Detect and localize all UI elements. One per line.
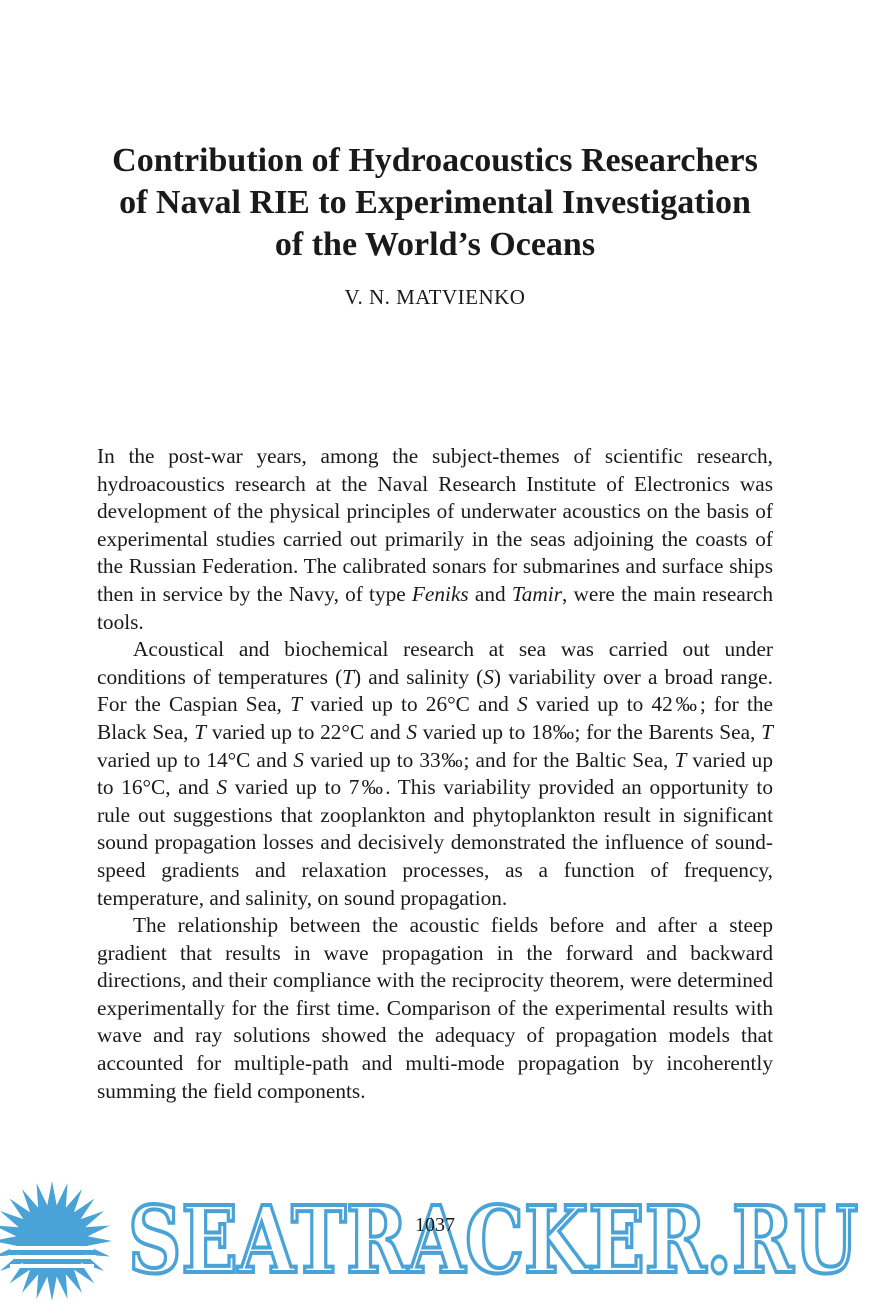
sonar-name-tamir: Tamir xyxy=(511,581,562,606)
symbol-t: T xyxy=(674,747,687,772)
p2-text-j: varied up to 16°C, and xyxy=(97,747,773,800)
symbol-s: S xyxy=(483,664,494,689)
page-number: 1037 xyxy=(415,1214,455,1236)
sun-wave-line xyxy=(10,1264,94,1268)
p2-text-c: ) variability over a broad range. For the Caspian Sea, xyxy=(97,664,773,717)
symbol-t: T xyxy=(761,719,773,744)
sun-logo-icon xyxy=(0,1178,130,1305)
symbol-s: S xyxy=(516,692,528,717)
p2-text-a: Acoustical and biochemical research at sea was carried out under conditions of temperatures ( xyxy=(97,637,773,689)
symbol-s: S xyxy=(293,747,304,772)
symbol-s: S xyxy=(216,775,228,800)
sun-wave-line xyxy=(8,1255,96,1259)
title-line-3: of the World’s Oceans xyxy=(274,226,596,263)
symbol-s: S xyxy=(406,719,418,744)
author-name: V. N. MATVIENKO xyxy=(344,285,526,309)
p2-text-k: varied up to 7‰. This variability provided an opportunity to rule out suggestions that zooplankton and phytoplankton result in significant sound propagation losses and decisively demonstrated the influence of sound-speed gradients and relaxation processes, as a function of frequency, temperature, and salinity, on sound propagation. xyxy=(97,775,774,910)
symbol-t: T xyxy=(290,692,302,717)
p2-text-f: varied up to 22°C and xyxy=(206,719,407,744)
symbol-t: T xyxy=(194,719,207,744)
p2-text-i: varied up to 33‰; and for the Baltic Sea, xyxy=(303,747,675,772)
symbol-t: T xyxy=(342,664,355,689)
sun-wave-line xyxy=(10,1246,94,1250)
article-title xyxy=(60,140,810,266)
p2-text-e: varied up to 42‰; for the Black Sea, xyxy=(97,692,773,744)
p2-text-h: varied up to 14°C and xyxy=(97,747,294,772)
p1-text-and: and xyxy=(468,581,512,606)
sonar-name-feniks: Feniks xyxy=(411,581,469,606)
p1-text-a: In the post-war years, among the subject-themes of scientific research, hydroacoustics research at the Naval Research Institute of Electronics was development of the physical principles of underwater acoustics on the basis of experimental studies carried out primarily in the seas adjoining the coasts of the Russian Federation. The calibrated sonars for submarines and surface ships then in service by the Navy, of type xyxy=(97,444,773,606)
p2-text-d: varied up to 26°C and xyxy=(301,692,517,717)
p2-text-g: varied up to 18‰; for the Barents Sea, xyxy=(417,719,762,744)
watermark-text: SEATRACKER.RU xyxy=(128,1188,858,1283)
p1-text-b: , were the main research tools. xyxy=(97,581,774,634)
p2-text-b: ) and salinity ( xyxy=(354,664,484,689)
article-body xyxy=(97,443,773,1105)
paragraph-1 xyxy=(97,443,773,636)
title-line-1: Contribution of Hydroacoustics Researchers xyxy=(112,142,758,179)
title-line-2: of Naval RIE to Experimental Investigation xyxy=(119,184,751,221)
paragraph-3: The relationship between the acoustic fields before and after a steep gradient that results in wave propagation in the forward and backward directions, and their compliance with the reciprocity theorem, were determined experimentally for the first time. Comparison of the experimental results with wave and ray solutions showed the adequacy of propagation models that accounted for multiple-path and multi-mode propagation by incoherently summing the field components. xyxy=(97,913,773,1103)
paragraph-2 xyxy=(97,636,773,912)
